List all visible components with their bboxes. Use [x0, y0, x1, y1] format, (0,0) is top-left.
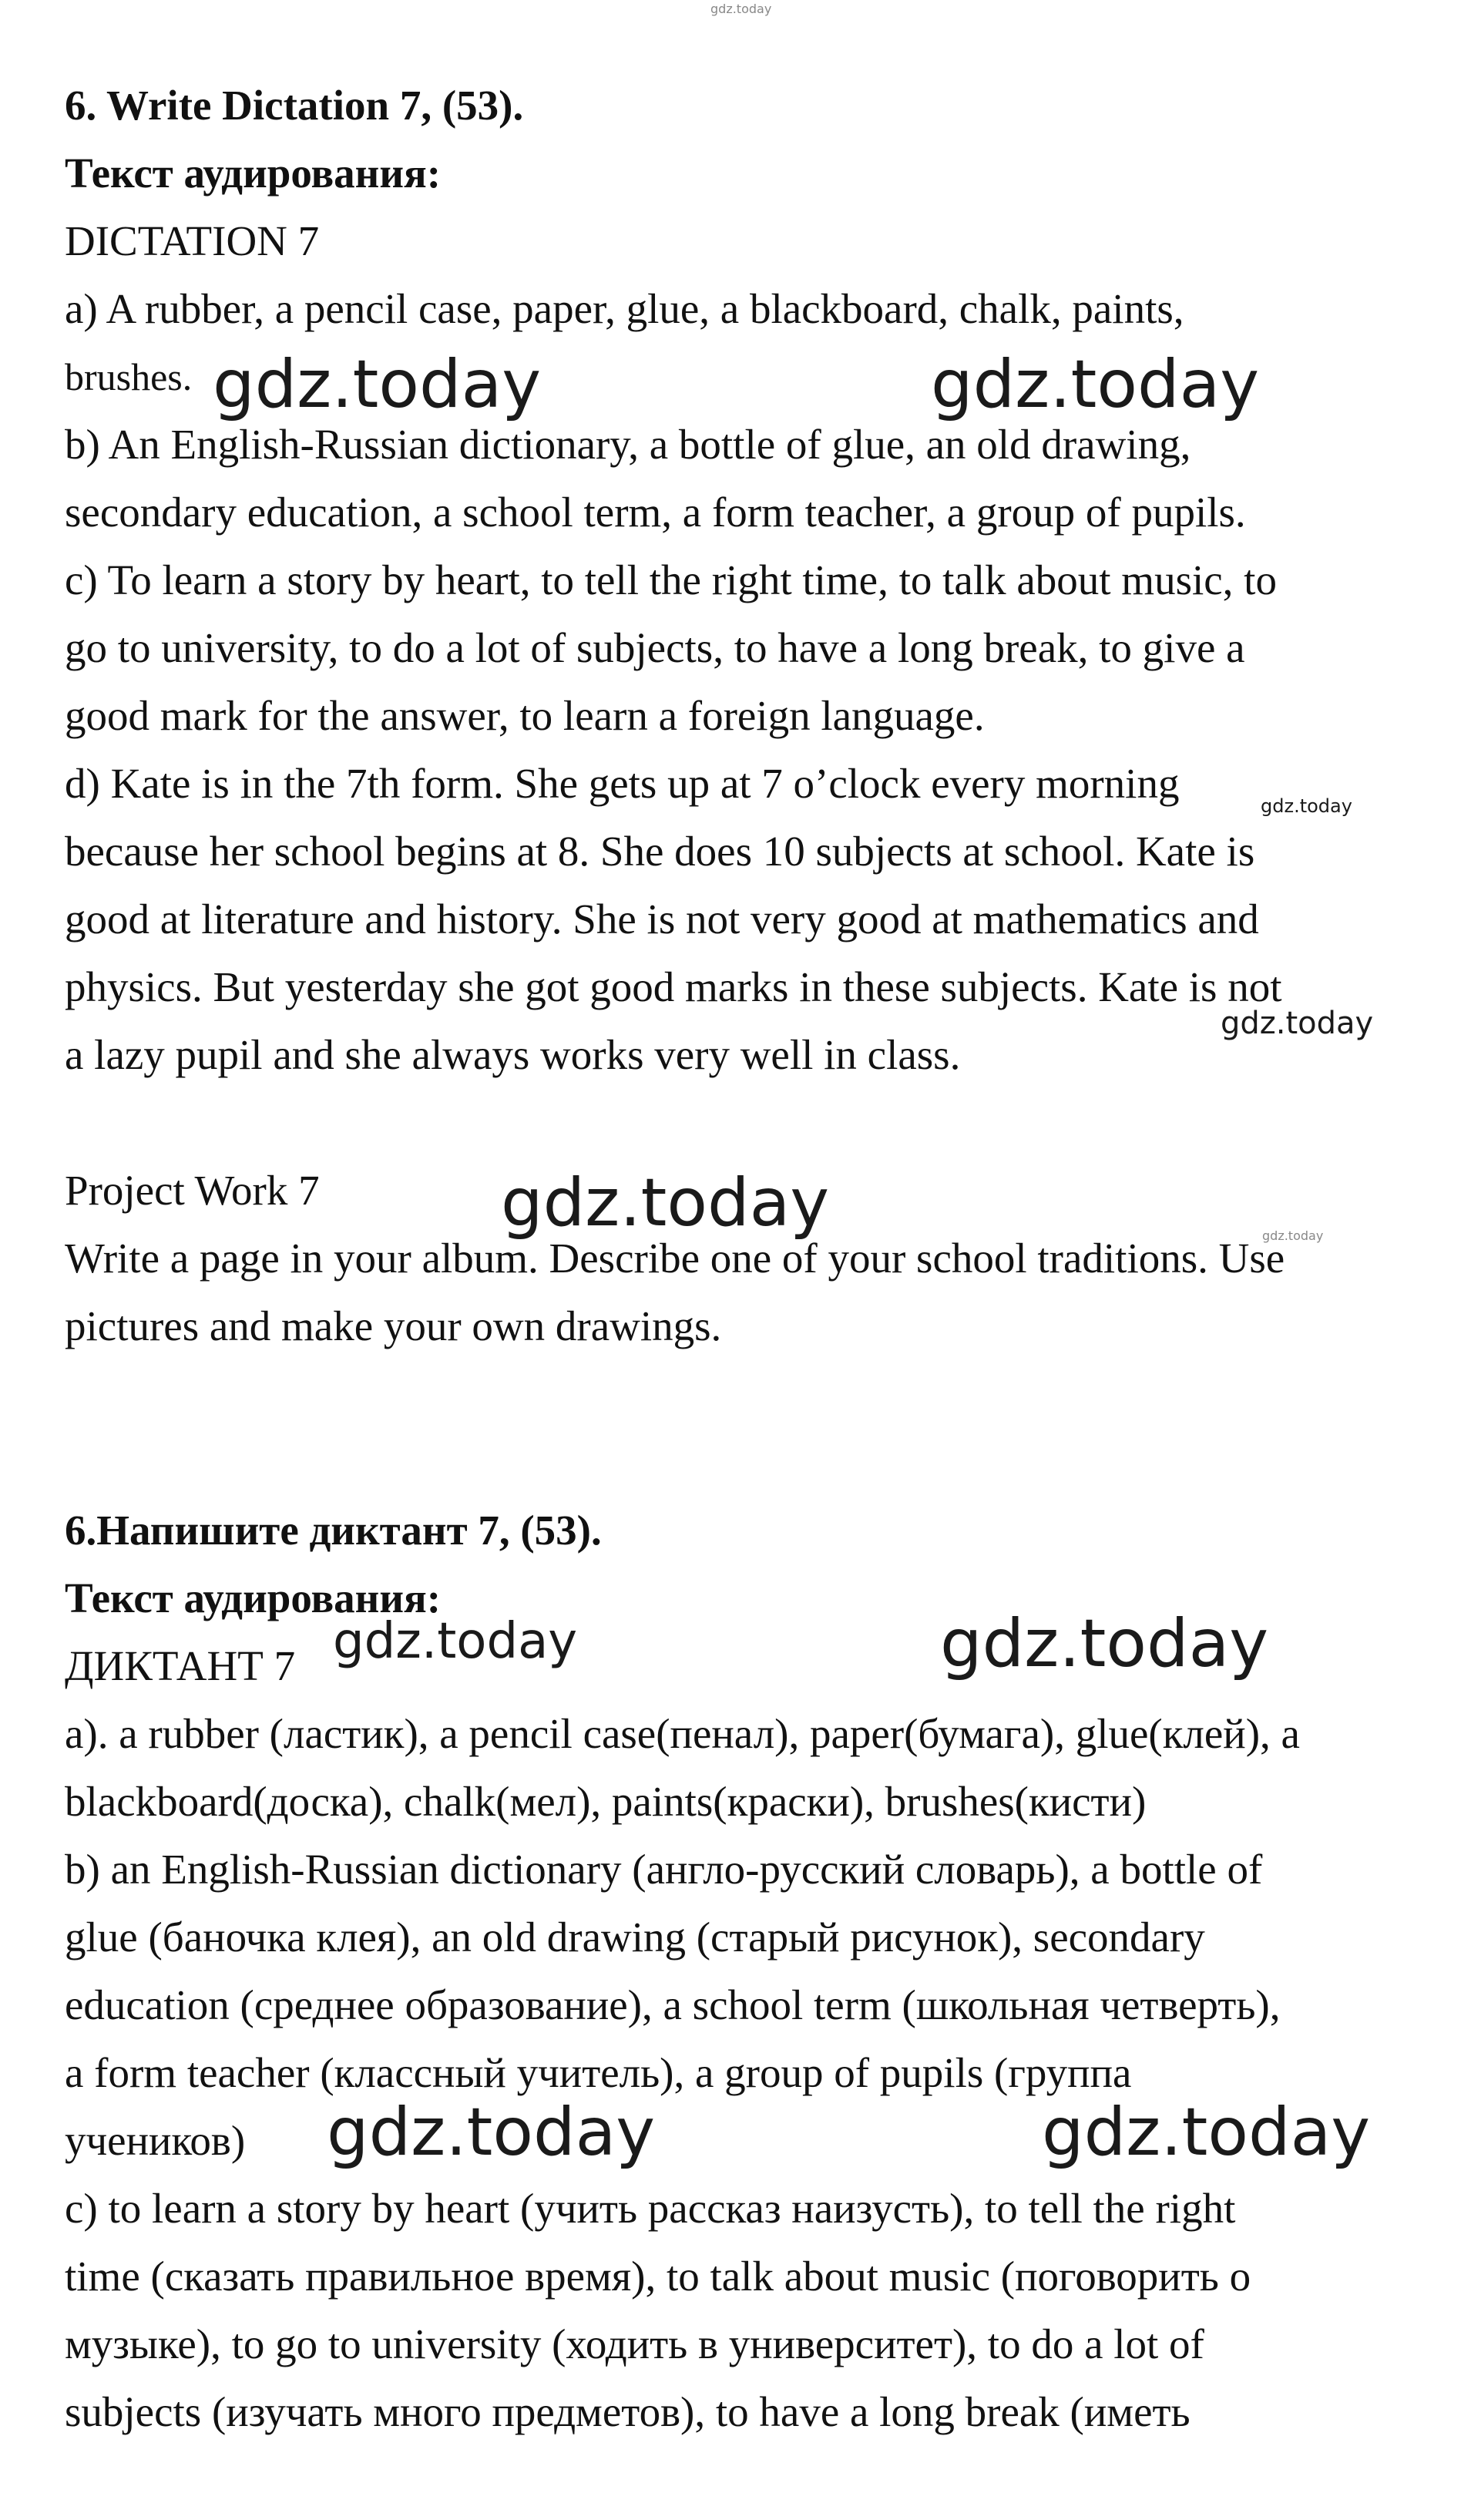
listening-label: Текст аудирования: [65, 150, 442, 197]
watermark: gdz.today [213, 346, 542, 423]
text-line: because her school begins at 8. She does 10 subjects at school. Kate is [65, 828, 1255, 875]
watermark: gdz.today [1221, 1006, 1374, 1041]
watermark: gdz.today [1042, 2094, 1371, 2171]
text-line-ru: c) to learn a story by heart (учить рассказ наизусть), to tell the right [65, 2185, 1236, 2232]
task-heading: 6. Write Dictation 7, (53). [65, 82, 524, 129]
watermark: gdz.today [501, 1164, 830, 1242]
text-line: brushes. [65, 355, 193, 398]
text-line-ru: a form teacher (классный учитель), a group of pupils (группа [65, 2049, 1132, 2096]
dictation-title-ru: ДИКТАНТ 7 [65, 1642, 296, 1689]
text-line: physics. But yesterday she got good marks in these subjects. Kate is not [65, 963, 1282, 1010]
text-line-ru: subjects (изучать много предметов), to have a long break (иметь [65, 2388, 1191, 2435]
text-line: go to university, to do a lot of subjects, to have a long break, to give a [65, 624, 1245, 671]
watermark: gdz.today [940, 1605, 1269, 1682]
text-line-ru: time (сказать правильное время), to talk about music (поговорить о [65, 2253, 1251, 2300]
text-line-ru: a). a rubber (ластик), a pencil case(пенал), paper(бумага), glue(клей), a [65, 1710, 1300, 1757]
text-line: d) Kate is in the 7th form. She gets up at 7 o’clock every morning [65, 760, 1180, 807]
text-line: c) To learn a story by heart, to tell the right time, to talk about music, to [65, 556, 1277, 603]
task-heading-ru: 6.Напишите диктант 7, (53). [65, 1507, 602, 1554]
project-line: Write a page in your album. Describe one of your school traditions. Use [65, 1235, 1285, 1282]
project-line: pictures and make your own drawings. [65, 1302, 722, 1349]
project-title: Project Work 7 [65, 1167, 320, 1214]
header-watermark: gdz.today [710, 2, 772, 16]
watermark: gdz.today [931, 346, 1260, 423]
text-line-ru: b) an English-Russian dictionary (англо-русский словарь), a bottle of [65, 1846, 1263, 1893]
text-line: good mark for the answer, to learn a foreign language. [65, 692, 985, 739]
text-line: good at literature and history. She is not very good at mathematics and [65, 895, 1259, 942]
watermark: gdz.today [1261, 795, 1352, 817]
watermark: gdz.today [1262, 1228, 1324, 1243]
text-line-ru: музыке), to go to university (ходить в университет), to do a lot of [65, 2320, 1204, 2367]
text-line-ru: glue (баночка клея), an old drawing (старый рисунок), secondary [65, 1914, 1205, 1961]
watermark: gdz.today [327, 2094, 656, 2171]
text-line: a) A rubber, a pencil case, paper, glue, a blackboard, chalk, paints, [65, 285, 1184, 332]
text-line: a lazy pupil and she always works very well in class. [65, 1031, 961, 1078]
listening-label-ru: Текст аудирования: [65, 1574, 442, 1621]
text-line-ru: education (среднее образование), a school term (школьная четверть), [65, 1981, 1281, 2028]
watermark: gdz.today [333, 1613, 578, 1670]
text-line-ru: учеников) [65, 2117, 246, 2164]
text-line: b) An English-Russian dictionary, a bottle of glue, an old drawing, [65, 421, 1191, 468]
dictation-title: DICTATION 7 [65, 217, 320, 264]
text-line-ru: blackboard(доска), chalk(мел), paints(краски), brushes(кисти) [65, 1778, 1147, 1825]
text-line: secondary education, a school term, a form teacher, a group of pupils. [65, 489, 1246, 536]
